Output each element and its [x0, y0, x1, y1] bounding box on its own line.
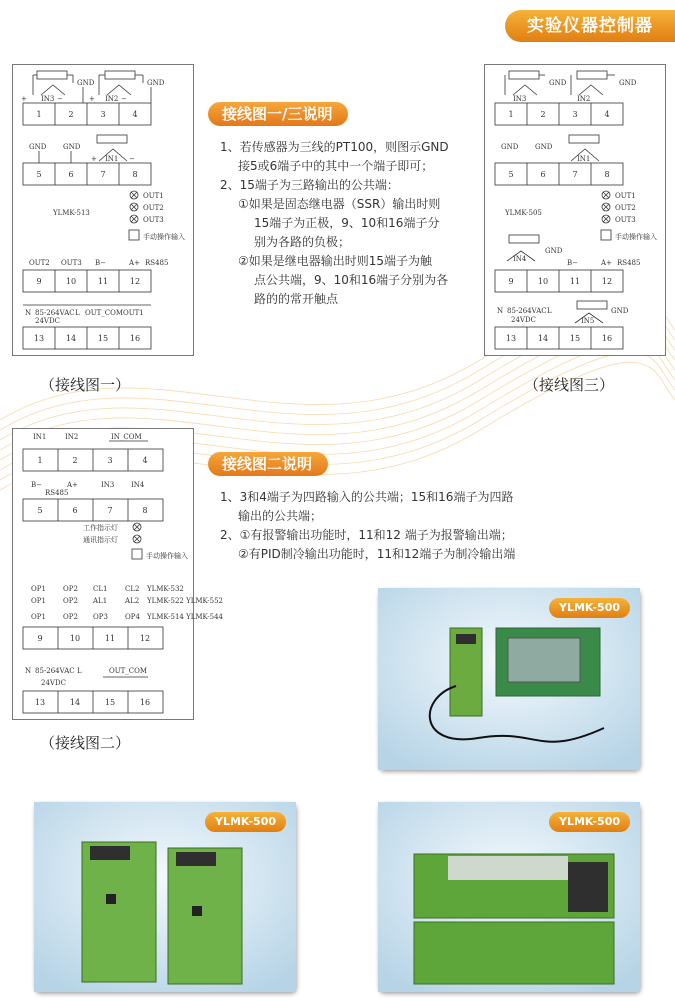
d1-t16: 16: [129, 334, 141, 343]
d3-r4-vdc: 24VDC: [511, 316, 536, 324]
svg-text:−: −: [129, 155, 135, 163]
svg-text:OP3: OP3: [93, 613, 108, 621]
s1-line-5: 15端子为正极，9、10和16端子分: [254, 216, 440, 230]
product-photo-2: [34, 802, 296, 992]
d3-out2: OUT2: [615, 204, 636, 212]
d1-t7: 7: [100, 170, 106, 179]
d2-r4-outcom: OUT_COM: [109, 667, 148, 675]
photo-2-model-tag: YLMK-500: [205, 812, 286, 832]
d2-incom: IN_COM: [111, 433, 142, 441]
d2-bminus: B−: [31, 481, 43, 489]
d2-r4-vac: 85-264VAC: [35, 667, 75, 675]
svg-text:AL2: AL2: [125, 597, 140, 605]
svg-text:AL1: AL1: [93, 597, 108, 605]
wiring-diagram-2-svg: [13, 429, 223, 719]
d1-t5: 5: [36, 170, 42, 179]
d1-out3: OUT3: [143, 216, 164, 224]
d1-r4-vdc: 24VDC: [35, 317, 60, 325]
d2-t5: 5: [37, 506, 43, 515]
wiring-diagram-3: [484, 64, 666, 356]
d3-t11: 11: [569, 277, 581, 286]
d2-in4: IN4: [131, 481, 145, 489]
d2-t9: 9: [37, 634, 43, 643]
d3-label-in1: IN1: [577, 155, 591, 163]
d2-t6: 6: [72, 506, 78, 515]
d1-label-gnd-6: GND: [63, 143, 81, 151]
d3-label-gnd-b: GND: [619, 79, 637, 87]
d2-t1: 1: [37, 456, 43, 465]
d1-label-in2: IN2: [105, 95, 119, 103]
d1-t4: 4: [132, 110, 138, 119]
header-title-tab: 实验仪器控制器: [505, 10, 675, 42]
d3-out3: OUT3: [615, 216, 636, 224]
svg-text:YLMK-532: YLMK-532: [147, 585, 184, 593]
d1-label-in1: IN1: [105, 155, 119, 163]
section-1-title: 接线图一/三说明: [208, 102, 348, 126]
d1-t12: 12: [129, 277, 141, 286]
d1-out2: OUT2: [143, 204, 164, 212]
wiring-diagram-1-svg: [13, 65, 193, 355]
d1-r4-vac: 85-264VAC: [35, 309, 75, 317]
d1-t13: 13: [33, 334, 45, 343]
d1-r3-out3: OUT3: [61, 259, 82, 267]
s1-line-8: 点公共端，9、10和16端子分别为各: [254, 273, 449, 287]
d1-r3-rs485: RS485: [145, 259, 169, 267]
s2-line-2: 输出的公共端；: [238, 509, 323, 523]
d2-in3: IN3: [101, 481, 115, 489]
d3-r3-in4: IN4: [513, 255, 527, 263]
d3-t12: 12: [601, 277, 613, 286]
d1-t2: 2: [68, 110, 74, 119]
diagram-1-caption: （接线图一）: [40, 376, 131, 394]
svg-text:+: +: [89, 95, 95, 103]
d2-t12: 12: [139, 634, 151, 643]
d3-model: YLMK-505: [505, 209, 542, 217]
d2-manual: 手动操作输入: [146, 552, 188, 560]
d2-t11: 11: [104, 634, 116, 643]
d2-t3: 3: [107, 456, 113, 465]
d3-label-gnd-5: GND: [501, 143, 519, 151]
d2-model-row-3: [31, 613, 224, 621]
wiring-diagram-3-svg: [485, 65, 665, 355]
d1-r4-l: L: [75, 309, 80, 317]
d2-rs485: RS485: [45, 489, 69, 497]
d3-t2: 2: [540, 110, 546, 119]
d2-t8: 8: [142, 506, 148, 515]
svg-text:−: −: [121, 95, 127, 103]
svg-text:YLMK-514 YLMK-544: YLMK-514 YLMK-544: [147, 613, 223, 621]
d2-model-row-2: [31, 597, 223, 605]
d1-r4-out1: OUT1: [123, 309, 144, 317]
svg-text:OP1: OP1: [31, 585, 46, 593]
d1-t14: 14: [65, 334, 77, 343]
d1-t15: 15: [97, 334, 109, 343]
section-2-text: [220, 488, 640, 564]
d1-t11: 11: [97, 277, 109, 286]
svg-text:OP2: OP2: [63, 585, 78, 593]
d1-r4-n: N: [25, 309, 32, 317]
photo-3-model-tag: YLMK-500: [549, 812, 630, 832]
s1-line-2: 接5或6端子中的其中一个端子即可；: [238, 159, 434, 173]
d2-t16: 16: [139, 698, 151, 707]
d1-label-gnd-b: GND: [147, 79, 165, 87]
d3-label-gnd-6: GND: [535, 143, 553, 151]
d3-t10: 10: [537, 277, 549, 286]
d1-t8: 8: [132, 170, 138, 179]
section-2-title: 接线图二说明: [208, 452, 328, 476]
d3-r3-rs485: RS485: [617, 259, 641, 267]
d3-r3-gnd: GND: [545, 247, 563, 255]
d3-t4: 4: [604, 110, 610, 119]
svg-text:CL2: CL2: [125, 585, 140, 593]
wiring-diagram-1: [12, 64, 194, 356]
d2-aplus: A+: [67, 481, 78, 489]
s1-line-4: ①如果是固态继电器（SSR）输出时则: [238, 197, 441, 211]
diagram-3-caption: （接线图三）: [524, 376, 615, 394]
d1-t3: 3: [100, 110, 106, 119]
d3-label-in2: IN2: [577, 95, 591, 103]
photo-1-model-tag: YLMK-500: [549, 598, 630, 618]
d3-r4-in5: IN5: [581, 317, 595, 325]
svg-text:OP4: OP4: [125, 613, 140, 621]
d1-out1: OUT1: [143, 192, 164, 200]
svg-text:+: +: [91, 155, 97, 163]
d3-label-in3: IN3: [513, 95, 527, 103]
d2-r4-vdc: 24VDC: [41, 679, 66, 687]
d1-manual: 手动操作输入: [143, 233, 185, 241]
d2-ind-comm: 通讯指示灯: [83, 536, 118, 544]
d2-ind-work: 工作指示灯: [83, 524, 118, 532]
d3-t14: 14: [537, 334, 549, 343]
d3-out1: OUT1: [615, 192, 636, 200]
d3-r3-aplus: A+: [601, 259, 612, 267]
d1-t9: 9: [36, 277, 42, 286]
svg-text:CL1: CL1: [93, 585, 108, 593]
d2-t14: 14: [69, 698, 81, 707]
d3-t16: 16: [601, 334, 613, 343]
d3-t3: 3: [572, 110, 578, 119]
s1-line-9: 路的的常开触点: [254, 292, 339, 306]
d2-t13: 13: [34, 698, 46, 707]
d1-r3-out2: OUT2: [29, 259, 50, 267]
s1-line-7: ②如果是继电器输出时则15端子为触: [238, 254, 433, 268]
d1-label-in3: IN3: [41, 95, 55, 103]
d3-r4-n: N: [497, 307, 504, 315]
d3-r4-vac: 85-264VAC: [507, 307, 547, 315]
d1-r3-aplus: A+: [129, 259, 140, 267]
d2-r4-l: L: [77, 667, 82, 675]
d3-r4-l: L: [547, 307, 552, 315]
svg-text:OP1: OP1: [31, 613, 46, 621]
d1-label-gnd-a: GND: [77, 79, 95, 87]
d3-t13: 13: [505, 334, 517, 343]
d1-r4-outcom: OUT_COM: [85, 309, 124, 317]
svg-text:OP2: OP2: [63, 597, 78, 605]
svg-text:OP2: OP2: [63, 613, 78, 621]
d1-t6: 6: [68, 170, 74, 179]
d2-t4: 4: [142, 456, 148, 465]
d3-t7: 7: [572, 170, 578, 179]
svg-text:+: +: [21, 95, 27, 103]
s1-line-3: 2、15端子为三路输出的公共端：: [220, 178, 399, 192]
d3-t8: 8: [604, 170, 610, 179]
d3-t5: 5: [508, 170, 514, 179]
d2-r4-n: N: [25, 667, 32, 675]
d2-t2: 2: [72, 456, 78, 465]
d3-t6: 6: [540, 170, 546, 179]
d3-r3-bminus: B−: [567, 259, 579, 267]
d2-in2: IN2: [65, 433, 79, 441]
s1-line-1: 1、若传感器为三线的PT100，则图示GND: [220, 140, 449, 154]
d3-manual: 手动操作输入: [615, 233, 657, 241]
s2-line-4: ②有PID制冷输出功能时，11和12端子为制冷输出端: [238, 547, 516, 561]
d3-label-gnd-a: GND: [549, 79, 567, 87]
svg-text:−: −: [57, 95, 63, 103]
d1-t10: 10: [65, 277, 77, 286]
d2-t10: 10: [69, 634, 81, 643]
diagram-2-caption: （接线图二）: [40, 734, 131, 752]
d2-t15: 15: [104, 698, 116, 707]
d1-r3-bminus: B−: [95, 259, 107, 267]
d2-t7: 7: [107, 506, 113, 515]
d1-t1: 1: [36, 110, 42, 119]
d1-label-gnd-5: GND: [29, 143, 47, 151]
d3-t9: 9: [508, 277, 514, 286]
svg-text:YLMK-522 YLMK-552: YLMK-522 YLMK-552: [147, 597, 223, 605]
d2-model-row-1: [31, 585, 184, 593]
product-photo-3: [378, 802, 640, 992]
d3-t1: 1: [508, 110, 514, 119]
d1-model: YLMK-513: [53, 209, 90, 217]
d3-t15: 15: [569, 334, 581, 343]
section-1-text: [220, 138, 470, 309]
svg-text:OP1: OP1: [31, 597, 46, 605]
product-photo-1: [378, 588, 640, 770]
d3-r4-gnd: GND: [611, 307, 629, 315]
s2-line-3: 2、①有报警输出功能时，11和12 端子为报警输出端；: [220, 528, 513, 542]
wiring-diagram-2: [12, 428, 223, 720]
s1-line-6: 别为各路的负极；: [254, 235, 351, 249]
s2-line-1: 1、3和4端子为四路输入的公共端；15和16端子为四路: [220, 490, 514, 504]
d2-in1: IN1: [33, 433, 47, 441]
